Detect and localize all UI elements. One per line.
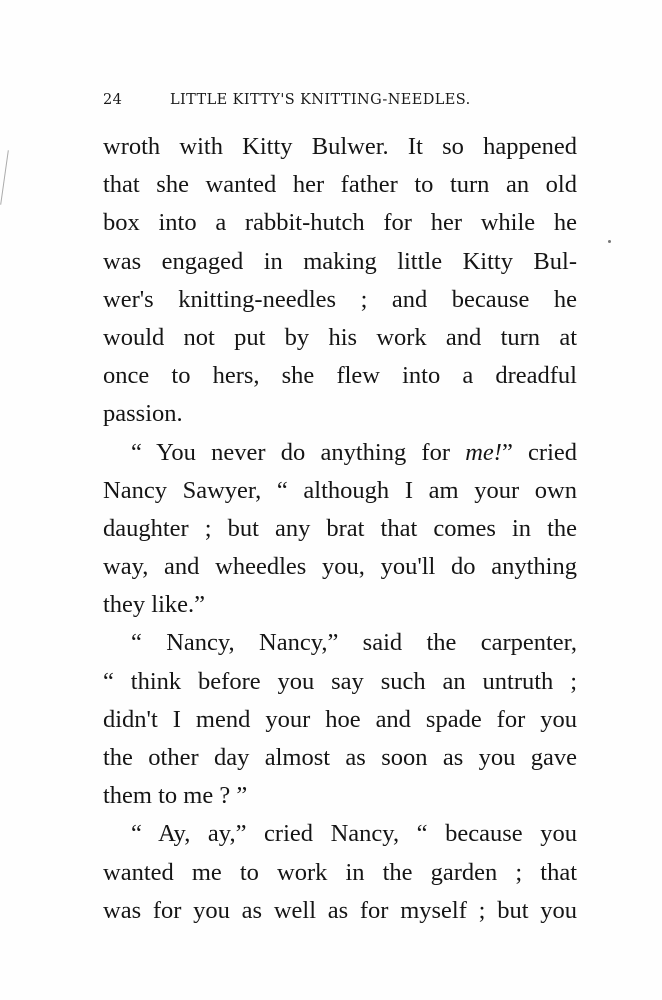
text-line: daughter ; but any brat that comes in the [103, 514, 577, 542]
text-line: the other day almost as soon as you gave [103, 744, 577, 771]
text-line: “ Nancy, Nancy,” said the carpenter, [131, 629, 577, 657]
text-line: would not put by his work and turn at [103, 323, 577, 351]
text-line: didn't I mend your hoe and spade for you [103, 705, 577, 733]
running-title: LITTLE KITTY'S KNITTING-NEEDLES. [170, 92, 471, 108]
text-line: Nancy Sawyer, “ although I am your own [103, 476, 577, 504]
text-line: way, and wheedles you, you'll do anything [103, 553, 577, 581]
text-line: was engaged in making little Kitty Bul- [103, 247, 577, 275]
paper-speck [608, 240, 611, 243]
text-line [103, 434, 577, 472]
text-line: was for you as well as for myself ; but you [103, 896, 577, 924]
page-number: 24 [103, 92, 123, 108]
text-line: wer's knitting-needles ; and because he [103, 285, 577, 313]
emphasis-text: me! [465, 438, 502, 466]
text-line: them to me ? ” [103, 782, 248, 810]
text-line: wroth with Kitty Bulwer. It so happened [103, 133, 577, 160]
text-line: they like.” [103, 591, 206, 619]
text-line: that she wanted her father to turn an old [103, 171, 577, 199]
margin-mark [0, 150, 9, 205]
running-head [103, 92, 573, 112]
line-start: “ You never do anything for [131, 438, 466, 466]
text-line: once to hers, she flew into a dreadful [103, 362, 577, 390]
text-line: wanted me to work in the garden ; that [103, 858, 577, 886]
line-end: ” cried [501, 438, 578, 466]
text-line: “ Ay, ay,” cried Nancy, “ because you [131, 820, 577, 848]
text-line: passion. [103, 400, 183, 428]
text-line: box into a rabbit-hutch for her while he [103, 209, 577, 237]
text-line: “ think before you say such an untruth ; [103, 667, 577, 695]
body-text [103, 128, 577, 930]
